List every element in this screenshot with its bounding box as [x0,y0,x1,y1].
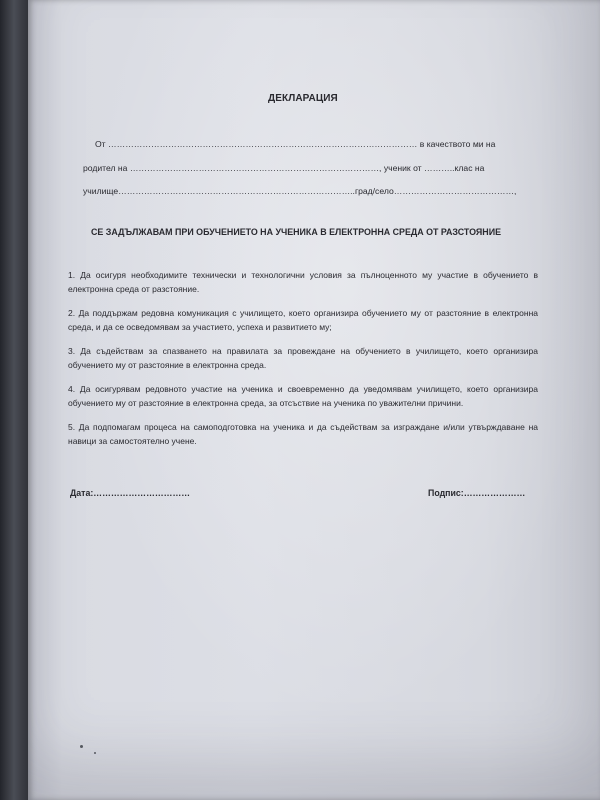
obligation-item-4: 4. Да осигурявам редовното участие на ученика и своевременно да уведомявам училището, което организира обучението му от разстояние в електронна среда, за отсъствие на ученика по уважителни причини. [68,384,538,408]
document-subtitle: СЕ ЗАДЪЛЖАВАМ ПРИ ОБУЧЕНИЕТО НА УЧЕНИКА В ЕЛЕКТРОННА СРЕДА ОТ РАЗСТОЯНИЕ [91,227,502,237]
obligation-item-2: 2. Да поддържам редовна комуникация с училището, което организира обучението му от разстояние в електронна среда, и да се осведомявам за участието, успеха и развитието му; [68,308,538,332]
document-page [28,0,600,800]
obligation-item-1: 1. Да осигуря необходимите технически и технологични условия за пълноценното му участие в обучението в електронна среда от разстояние. [68,270,538,294]
header-line-parent: родител на ……………………………………………………………………………, ученик от ………..клас на [83,163,485,173]
obligations-list [68,268,538,458]
obligation-item-3: 3. Да съдействам за спазването на правилата за провеждане на обучението в училището, което организира обучението му от разстояние в електронна среда. [68,346,538,370]
paper-speck [80,745,83,748]
header-line-from: От ……………………………………………………………………………………………… в качеството ми на [95,139,496,149]
signature-field: Подпис:………………… [428,488,526,498]
header-line-school: училище………………………………………………………………………..град/село……………………………………, [83,186,517,196]
paper-speck [94,752,96,754]
obligation-item-5: 5. Да подпомагам процеса на самоподготовка на ученика и да съдействам за изграждане и/или утвърждаване на навици за самостоятелно учене. [68,422,538,446]
date-field: Дата:…………………………… [70,488,191,498]
document-title: ДЕКЛАРАЦИЯ [268,93,338,104]
